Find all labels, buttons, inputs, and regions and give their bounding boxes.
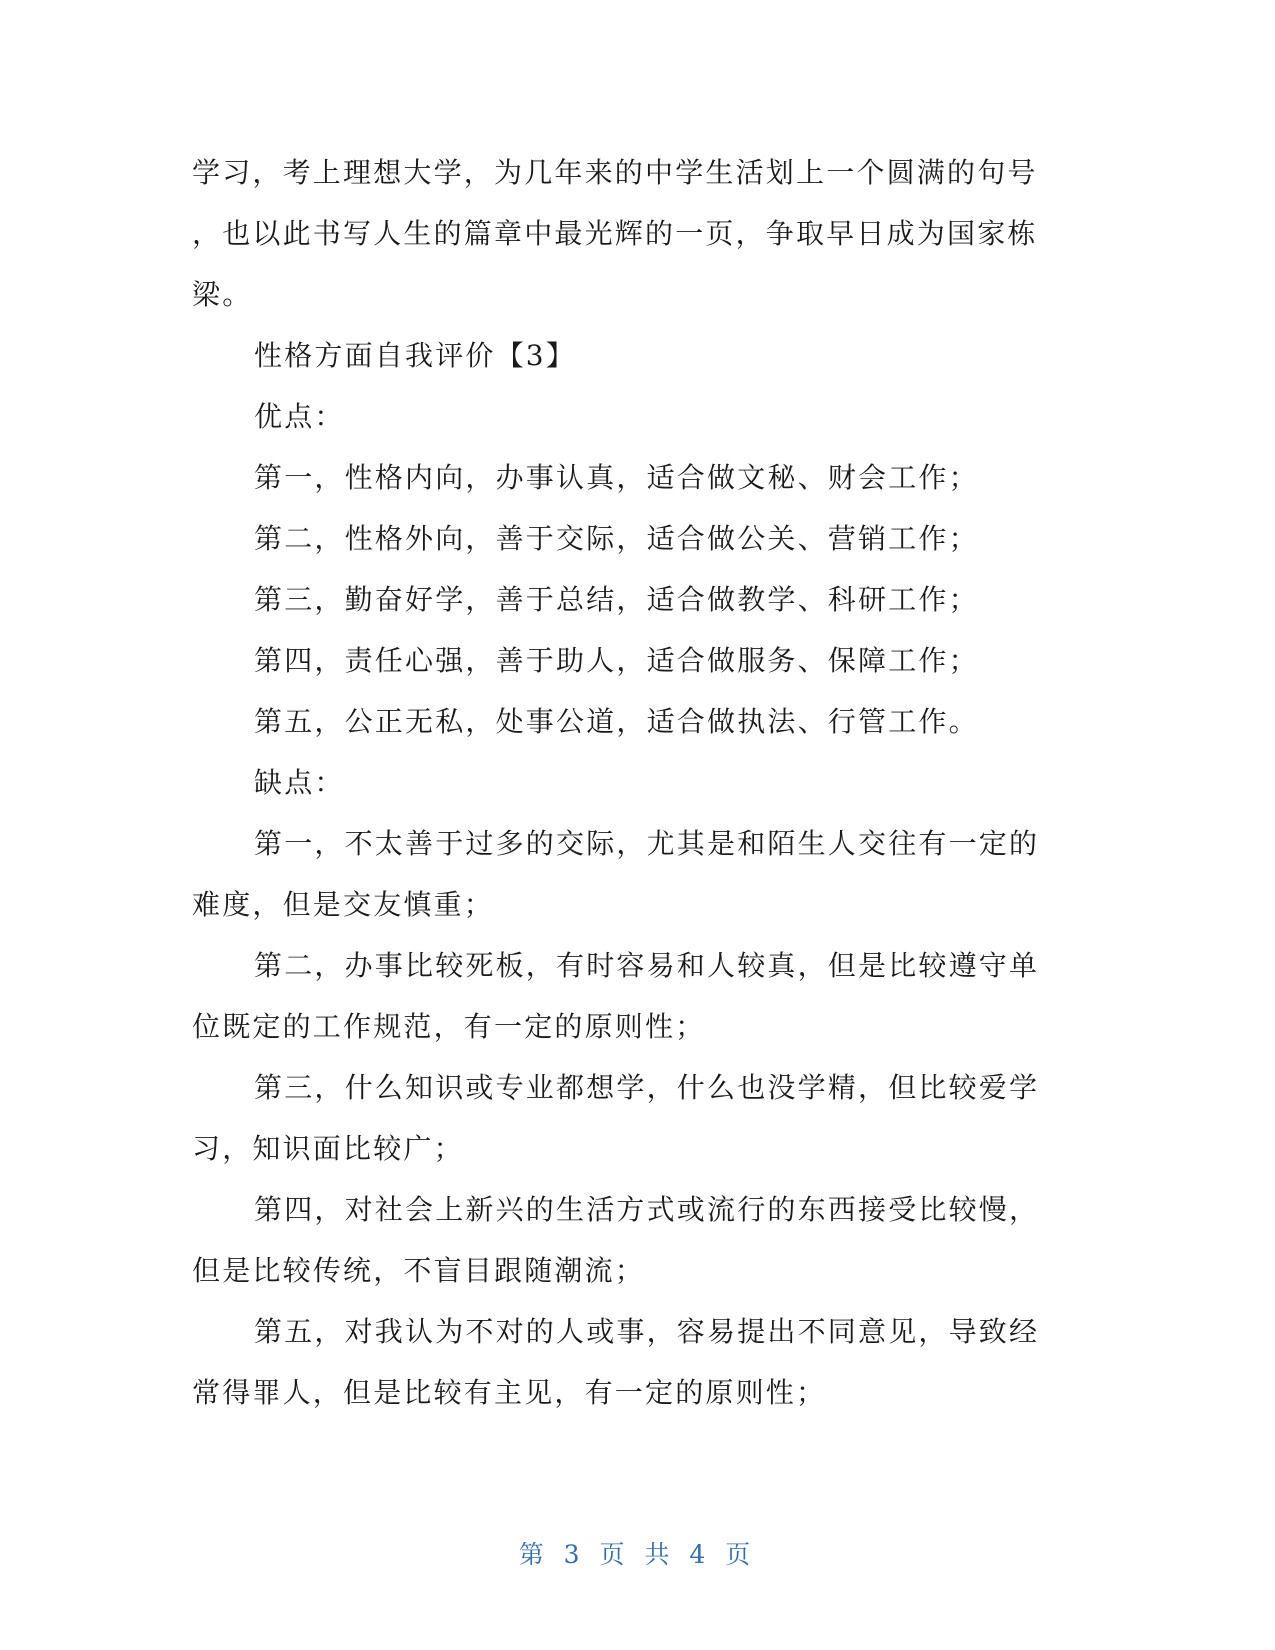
text-line: 第一，性格内向，办事认真，适合做文秘、财会工作； — [254, 461, 979, 494]
text-line: 缺点： — [254, 766, 345, 799]
text-line: 学习，考上理想大学，为几年来的中学生活划上一个圆满的句号 — [192, 156, 1038, 189]
text-line: ，也以此书写人生的篇章中最光辉的一页，争取早日成为国家栋 — [192, 217, 1038, 250]
text-line: 但是比较传统，不盲目跟随潮流； — [192, 1254, 646, 1287]
text-line: 梁。 — [192, 278, 253, 311]
text-line: 第三，勤奋好学，善于总结，适合做教学、科研工作； — [254, 583, 979, 616]
text-line: 性格方面自我评价【3】 — [254, 339, 577, 372]
text-line: 习，知识面比较广； — [192, 1132, 464, 1165]
text-line: 第二，办事比较死板，有时容易和人较真，但是比较遵守单 — [254, 949, 1040, 982]
text-line: 第二，性格外向，善于交际，适合做公关、营销工作； — [254, 522, 979, 555]
text-line: 第一，不太善于过多的交际，尤其是和陌生人交往有一定的 — [254, 827, 1040, 860]
text-line: 难度，但是交友慎重； — [192, 888, 495, 921]
text-line: 第五，公正无私，处事公道，适合做执法、行管工作。 — [254, 705, 979, 738]
text-line: 常得罪人，但是比较有主见，有一定的原则性； — [192, 1376, 827, 1409]
document-body — [192, 142, 1072, 1423]
page-footer: 第 3 页 共 4 页 — [518, 1540, 757, 1569]
text-line: 第三，什么知识或专业都想学，什么也没学精，但比较爱学 — [254, 1071, 1040, 1104]
text-line: 第四，对社会上新兴的生活方式或流行的东西接受比较慢， — [254, 1193, 1040, 1226]
text-line: 第五，对我认为不对的人或事，容易提出不同意见，导致经 — [254, 1315, 1040, 1348]
text-line: 第四，责任心强，善于助人，适合做服务、保障工作； — [254, 644, 979, 677]
text-line: 优点： — [254, 400, 345, 433]
text-line: 位既定的工作规范，有一定的原则性； — [192, 1010, 706, 1043]
